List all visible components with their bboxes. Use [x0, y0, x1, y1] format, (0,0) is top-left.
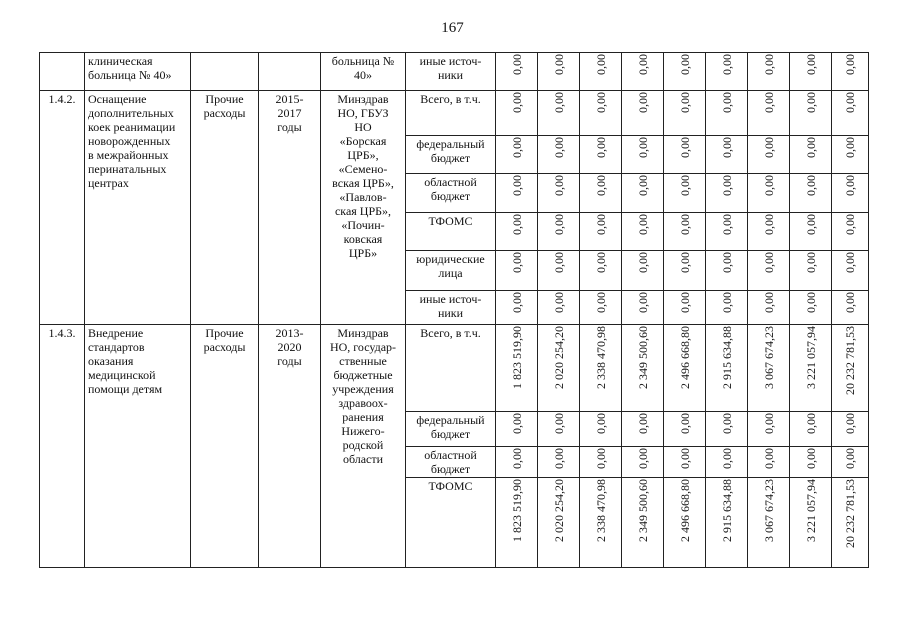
amount-cell — [832, 174, 869, 213]
amount-value: 0,00 — [719, 214, 734, 235]
amount-cell — [496, 91, 538, 136]
amount-value: 0,00 — [593, 252, 608, 273]
amount-value: 0,00 — [551, 175, 566, 196]
amount-cell — [790, 325, 832, 412]
executor-line: ственные — [339, 354, 387, 368]
item-name — [85, 325, 191, 568]
amount-value: 0,00 — [719, 54, 734, 75]
amount-value: 0,00 — [761, 252, 776, 273]
amount-cell — [580, 412, 622, 447]
amount-value: 0,00 — [593, 292, 608, 313]
amount-cell — [664, 136, 706, 174]
amount-cell — [706, 478, 748, 568]
item-name-line: медицинской — [88, 368, 156, 382]
table-body — [40, 53, 869, 568]
amount-cell — [580, 251, 622, 291]
executor-line: учреждения — [332, 382, 394, 396]
amount-value: 0,00 — [551, 252, 566, 273]
period-line: годы — [277, 354, 302, 368]
amount-value: 3 221 057,94 — [803, 326, 818, 389]
amount-cell — [538, 251, 580, 291]
amount-cell — [538, 447, 580, 478]
amount-cell — [664, 213, 706, 251]
amount-cell — [496, 174, 538, 213]
amount-cell — [790, 213, 832, 251]
amount-cell — [706, 91, 748, 136]
item-number: 1.4.2. — [40, 91, 85, 325]
amount-cell — [622, 478, 664, 568]
budget-table — [39, 52, 869, 568]
executor-line: Минздрав — [337, 326, 389, 340]
amount-cell — [496, 136, 538, 174]
amount-value: 0,00 — [803, 175, 818, 196]
amount-cell — [580, 174, 622, 213]
amount-value: 20 232 781,53 — [843, 326, 857, 395]
executor-line: ЦРБ» — [348, 246, 378, 260]
amount-cell — [790, 412, 832, 447]
amount-value: 0,00 — [803, 292, 818, 313]
amount-value: 0,00 — [677, 137, 692, 158]
amount-value: 0,00 — [761, 54, 776, 75]
expense-type — [191, 325, 259, 568]
amount-value: 0,00 — [551, 137, 566, 158]
amount-cell — [790, 91, 832, 136]
amount-value: 0,00 — [719, 252, 734, 273]
amount-cell — [622, 325, 664, 412]
amount-cell — [622, 53, 664, 91]
item-name-line: перинатальных — [88, 162, 167, 176]
item-name — [85, 91, 191, 325]
amount-value: 0,00 — [843, 214, 857, 235]
amount-value: 0,00 — [803, 92, 818, 113]
expense-type-line: расходы — [203, 340, 246, 354]
amount-cell — [622, 91, 664, 136]
amount-cell — [496, 213, 538, 251]
amount-cell — [496, 325, 538, 412]
item-name-line: оказания — [88, 354, 134, 368]
amount-value: 0,00 — [635, 252, 650, 273]
amount-value: 0,00 — [551, 54, 566, 75]
amount-value: 0,00 — [509, 214, 524, 235]
amount-cell — [706, 53, 748, 91]
amount-value: 0,00 — [593, 54, 608, 75]
amount-value: 0,00 — [719, 137, 734, 158]
amount-value: 0,00 — [593, 413, 608, 434]
amount-value: 2 496 668,80 — [677, 326, 692, 389]
amount-cell — [832, 251, 869, 291]
amount-value: 0,00 — [635, 214, 650, 235]
amount-cell — [832, 53, 869, 91]
funding-source: ТФОМС — [406, 478, 496, 568]
amount-value: 0,00 — [635, 413, 650, 434]
amount-cell — [748, 53, 790, 91]
executor-line: Нижего- — [341, 424, 385, 438]
amount-cell — [706, 136, 748, 174]
executor-line: «Борская — [339, 134, 387, 148]
amount-cell — [832, 478, 869, 568]
amount-cell — [748, 91, 790, 136]
amount-value: 0,00 — [509, 292, 524, 313]
amount-cell — [706, 174, 748, 213]
amount-cell — [706, 412, 748, 447]
amount-cell — [580, 136, 622, 174]
expense-type-line: Прочие — [205, 326, 244, 340]
amount-cell — [622, 291, 664, 325]
amount-value: 0,00 — [677, 214, 692, 235]
amount-value: 0,00 — [551, 214, 566, 235]
amount-value: 2 349 500,60 — [635, 479, 650, 542]
amount-value: 0,00 — [635, 92, 650, 113]
amount-cell — [832, 447, 869, 478]
expense-type-line: Прочие — [205, 92, 244, 106]
amount-value: 0,00 — [635, 54, 650, 75]
executor-line: области — [342, 452, 384, 466]
amount-value: 0,00 — [509, 175, 524, 196]
amount-value: 0,00 — [593, 92, 608, 113]
amount-value: 3 221 057,94 — [803, 479, 818, 542]
amount-cell — [706, 251, 748, 291]
amount-cell — [496, 412, 538, 447]
item-name — [85, 53, 191, 91]
executor — [321, 53, 406, 91]
amount-value: 2 338 470,98 — [593, 326, 608, 389]
amount-cell — [748, 291, 790, 325]
amount-value: 0,00 — [509, 92, 524, 113]
amount-cell — [790, 53, 832, 91]
amount-value: 0,00 — [509, 448, 524, 469]
amount-value: 1 823 519,90 — [509, 326, 524, 389]
amount-value: 3 067 674,23 — [761, 326, 776, 389]
amount-value: 0,00 — [677, 413, 692, 434]
amount-value: 0,00 — [761, 413, 776, 434]
amount-value: 0,00 — [843, 54, 857, 75]
amount-value: 0,00 — [551, 292, 566, 313]
executor-line: НО, ГБУЗ — [337, 106, 389, 120]
amount-cell — [580, 213, 622, 251]
funding-source: федеральный бюджет — [406, 412, 496, 447]
item-name-line: центрах — [88, 176, 129, 190]
amount-value: 0,00 — [803, 214, 818, 235]
expense-type-line: расходы — [203, 106, 246, 120]
executor-line: «Павлов- — [339, 190, 387, 204]
amount-value: 0,00 — [803, 252, 818, 273]
amount-value: 0,00 — [509, 137, 524, 158]
amount-value: 0,00 — [843, 413, 857, 434]
amount-cell — [580, 478, 622, 568]
item-name-line: стандартов — [88, 340, 145, 354]
amount-value: 2 020 254,20 — [551, 479, 566, 542]
amount-value: 0,00 — [635, 137, 650, 158]
amount-cell — [538, 174, 580, 213]
amount-value: 0,00 — [509, 54, 524, 75]
amount-cell — [748, 251, 790, 291]
amount-value: 2 915 634,88 — [719, 326, 734, 389]
amount-value: 0,00 — [761, 137, 776, 158]
funding-source: иные источ-ники — [406, 53, 496, 91]
amount-value: 0,00 — [593, 175, 608, 196]
amount-cell — [664, 412, 706, 447]
amount-cell — [748, 478, 790, 568]
executor-line: здравоох- — [338, 396, 388, 410]
amount-value: 0,00 — [509, 413, 524, 434]
amount-value: 0,00 — [677, 92, 692, 113]
amount-cell — [622, 251, 664, 291]
amount-cell — [538, 478, 580, 568]
item-name-line: Оснащение — [88, 92, 147, 106]
table-row — [40, 53, 869, 91]
amount-cell — [790, 447, 832, 478]
period-line: годы — [277, 120, 302, 134]
amount-value: 2 915 634,88 — [719, 479, 734, 542]
amount-value: 0,00 — [843, 252, 857, 273]
amount-cell — [706, 213, 748, 251]
amount-cell — [664, 325, 706, 412]
expense-type — [191, 53, 259, 91]
amount-value: 0,00 — [761, 92, 776, 113]
amount-cell — [664, 447, 706, 478]
amount-value: 0,00 — [803, 448, 818, 469]
funding-source: федеральный бюджет — [406, 136, 496, 174]
item-name-line: дополнительных — [88, 106, 174, 120]
amount-cell — [832, 91, 869, 136]
amount-cell — [496, 291, 538, 325]
amount-value: 0,00 — [803, 413, 818, 434]
amount-cell — [496, 53, 538, 91]
amount-cell — [790, 291, 832, 325]
amount-value: 0,00 — [843, 448, 857, 469]
item-name-line: больница № 40» — [88, 68, 172, 82]
executor-line: «Почин- — [341, 218, 385, 232]
amount-cell — [664, 291, 706, 325]
amount-cell — [538, 213, 580, 251]
amount-value: 0,00 — [635, 292, 650, 313]
expense-type — [191, 91, 259, 325]
item-number: 1.4.3. — [40, 325, 85, 568]
executor-line: НО — [354, 120, 372, 134]
amount-value: 0,00 — [551, 413, 566, 434]
amount-value: 0,00 — [719, 92, 734, 113]
executor-line: родской — [342, 438, 384, 452]
amount-cell — [496, 478, 538, 568]
page-number: 167 — [441, 20, 464, 36]
amount-value: 0,00 — [677, 175, 692, 196]
amount-cell — [664, 251, 706, 291]
amount-value: 0,00 — [761, 214, 776, 235]
amount-cell — [622, 174, 664, 213]
amount-cell — [706, 291, 748, 325]
amount-value: 0,00 — [719, 175, 734, 196]
amount-value: 0,00 — [593, 214, 608, 235]
executor-line: НО, государ- — [329, 340, 397, 354]
executor-line: вская ЦРБ», — [332, 176, 394, 190]
amount-cell — [790, 136, 832, 174]
executor-line: ЦРБ», — [347, 148, 379, 162]
period-line: 2013- — [275, 326, 304, 340]
amount-value: 0,00 — [509, 252, 524, 273]
amount-value: 0,00 — [843, 137, 857, 158]
amount-cell — [832, 136, 869, 174]
amount-value: 1 823 519,90 — [509, 479, 524, 542]
amount-cell — [538, 412, 580, 447]
amount-value: 0,00 — [593, 137, 608, 158]
amount-value: 0,00 — [803, 54, 818, 75]
amount-cell — [622, 136, 664, 174]
amount-value: 0,00 — [551, 92, 566, 113]
amount-value: 0,00 — [719, 448, 734, 469]
period-line: 2015- — [275, 92, 304, 106]
amount-value: 0,00 — [593, 448, 608, 469]
amount-value: 3 067 674,23 — [761, 479, 776, 542]
period — [259, 91, 321, 325]
amount-value: 0,00 — [843, 175, 857, 196]
amount-cell — [664, 53, 706, 91]
amount-cell — [622, 447, 664, 478]
executor-line: Минздрав — [337, 92, 389, 106]
item-name-line: клиническая — [88, 54, 153, 68]
period — [259, 325, 321, 568]
funding-source: ТФОМС — [406, 213, 496, 251]
amount-cell — [832, 213, 869, 251]
amount-cell — [580, 325, 622, 412]
amount-cell — [580, 53, 622, 91]
amount-cell — [538, 91, 580, 136]
amount-cell — [790, 174, 832, 213]
table-row — [40, 91, 869, 136]
amount-cell — [538, 53, 580, 91]
amount-value: 0,00 — [677, 448, 692, 469]
amount-cell — [832, 412, 869, 447]
amount-cell — [664, 174, 706, 213]
amount-cell — [496, 251, 538, 291]
executor — [321, 325, 406, 568]
amount-value: 0,00 — [677, 292, 692, 313]
amount-cell — [538, 291, 580, 325]
amount-cell — [622, 412, 664, 447]
amount-cell — [790, 478, 832, 568]
amount-cell — [832, 325, 869, 412]
amount-cell — [748, 213, 790, 251]
amount-value: 0,00 — [803, 137, 818, 158]
amount-cell — [706, 325, 748, 412]
amount-cell — [748, 325, 790, 412]
amount-value: 2 338 470,98 — [593, 479, 608, 542]
amount-cell — [622, 213, 664, 251]
amount-cell — [580, 447, 622, 478]
amount-value: 0,00 — [843, 92, 857, 113]
amount-cell — [664, 478, 706, 568]
amount-cell — [748, 174, 790, 213]
funding-source: Всего, в т.ч. — [406, 91, 496, 136]
funding-source: областной бюджет — [406, 174, 496, 213]
item-name-line: помощи детям — [88, 382, 163, 396]
amount-value: 0,00 — [551, 448, 566, 469]
item-name-line: в межрайонных — [88, 148, 169, 162]
period — [259, 53, 321, 91]
amount-cell — [706, 447, 748, 478]
executor-line: ранения — [342, 410, 384, 424]
amount-cell — [496, 447, 538, 478]
amount-value: 20 232 781,53 — [843, 479, 857, 548]
executor — [321, 91, 406, 325]
amount-value: 0,00 — [635, 175, 650, 196]
executor-line: «Семено- — [338, 162, 388, 176]
amount-value: 0,00 — [761, 292, 776, 313]
amount-value: 0,00 — [677, 54, 692, 75]
amount-cell — [748, 447, 790, 478]
executor-line: 40» — [354, 68, 372, 82]
period-line: 2020 — [277, 340, 302, 354]
table-row — [40, 325, 869, 412]
amount-value: 0,00 — [719, 292, 734, 313]
funding-source: Всего, в т.ч. — [406, 325, 496, 412]
amount-value: 0,00 — [761, 448, 776, 469]
item-name-line: коек реанимации — [88, 120, 176, 134]
item-number — [40, 53, 85, 91]
amount-cell — [790, 251, 832, 291]
amount-value: 2 020 254,20 — [551, 326, 566, 389]
amount-value: 0,00 — [761, 175, 776, 196]
executor-line: ская ЦРБ», — [334, 204, 392, 218]
amount-value: 0,00 — [635, 448, 650, 469]
executor-line: ковская — [343, 232, 383, 246]
funding-source: иные источ-ники — [406, 291, 496, 325]
amount-value: 0,00 — [843, 292, 857, 313]
funding-source: областной бюджет — [406, 447, 496, 478]
item-name-line: новорожденных — [88, 134, 171, 148]
amount-cell — [580, 91, 622, 136]
amount-cell — [538, 325, 580, 412]
executor-line: бюджетные — [333, 368, 393, 382]
amount-cell — [538, 136, 580, 174]
amount-cell — [664, 91, 706, 136]
amount-cell — [580, 291, 622, 325]
amount-value: 0,00 — [677, 252, 692, 273]
executor-line: больница № — [331, 54, 395, 68]
amount-value: 2 496 668,80 — [677, 479, 692, 542]
amount-value: 2 349 500,60 — [635, 326, 650, 389]
period-line: 2017 — [277, 106, 302, 120]
amount-cell — [748, 136, 790, 174]
amount-cell — [832, 291, 869, 325]
funding-source: юридические лица — [406, 251, 496, 291]
amount-cell — [748, 412, 790, 447]
amount-value: 0,00 — [719, 413, 734, 434]
item-name-line: Внедрение — [88, 326, 144, 340]
